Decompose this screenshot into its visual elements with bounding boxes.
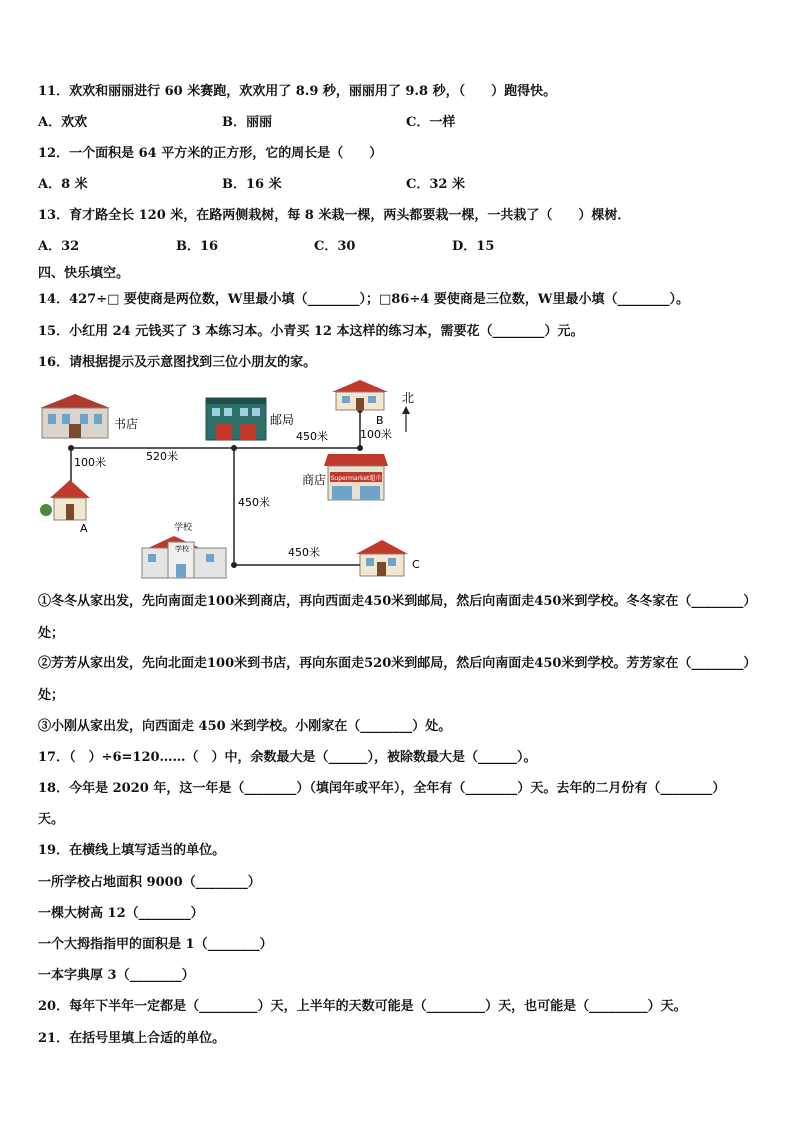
q16-sub3: ③小刚从家出发，向西面走 450 米到学校。小刚家在（________）处。 (38, 719, 452, 734)
q19-item: 一个大拇指指甲的面积是 1（________） (38, 937, 273, 952)
q11-option-c[interactable]: C．一样 (406, 115, 456, 130)
q18-text: 18．今年是 2020 年，这一年是（________）（填闰年或平年），全年有（________）天。去年的二月份有（________） (38, 781, 726, 796)
house-a-label: A (80, 522, 88, 535)
shop-label: 商店 (302, 473, 327, 487)
q12-option-b[interactable]: B．16 米 (222, 177, 282, 192)
q16-sub1: ①冬冬从家出发，先向南面走100米到商店，再向西面走450米到邮局，然后向南面走450米到学校。冬冬家在（________） (38, 594, 757, 609)
q16-sub2-end: 处； (38, 688, 65, 703)
distance-label: 520米 (146, 450, 178, 463)
section-heading: 四、快乐填空。 (38, 266, 130, 281)
q18-text-end: 天。 (38, 812, 65, 827)
q13-option-d[interactable]: D．15 (452, 239, 495, 254)
q11-text: 11．欢欢和丽丽进行 60 米赛跑，欢欢用了 8.9 秒，丽丽用了 9.8 秒，（ ）跑得快。 (38, 84, 557, 99)
distance-label: 450米 (296, 430, 328, 443)
q12-option-c[interactable]: C．32 米 (406, 177, 465, 192)
q16-sub2: ②芳芳从家出发，先向北面走100米到书店，再向东面走520米到邮局，然后向南面走450米到学校。芳芳家在（________） (38, 656, 757, 671)
house-c-icon (356, 540, 408, 576)
post-office-label: 邮局 (270, 413, 295, 427)
q12-option-a[interactable]: A．8 米 (38, 177, 88, 192)
q12-text: 12．一个面积是 64 平方米的正方形，它的周长是（ ） (38, 146, 383, 161)
post-office-building-icon (206, 398, 266, 440)
school-sign: 学校 (175, 545, 189, 553)
q16-text: 16．请根据提示及示意图找到三位小朋友的家。 (38, 355, 317, 370)
house-b-icon (332, 380, 388, 410)
distance-label: 100米 (74, 456, 106, 469)
q13-option-b[interactable]: B．16 (176, 239, 219, 254)
q11-option-b[interactable]: B．丽丽 (222, 115, 272, 130)
house-a-icon (40, 480, 90, 520)
q14-text: 14．427÷□ 要使商是两位数，W里最小填（________）；□86÷4 要使商是三位数，W里最小填（________）。 (38, 292, 689, 307)
north-arrow-icon (402, 406, 410, 432)
q19-text: 19．在横线上填写适当的单位。 (38, 843, 226, 858)
supermarket-sign: Supermarket超市 (330, 475, 382, 482)
house-b-label: B (376, 414, 384, 427)
q20-text: 20．每年下半年一定都是（_________）天，上半年的天数可能是（_________）天，也可能是（_________）天。 (38, 999, 687, 1014)
house-c-label: C (412, 558, 420, 571)
q19-item: 一所学校占地面积 9000（________） (38, 875, 261, 890)
distance-label: 450米 (288, 546, 320, 559)
north-label: 北 (402, 391, 415, 405)
map-diagram (38, 380, 538, 580)
q17-text: 17．（ ）÷6=120……（ ）中，余数最大是（______），被除数最大是（______）。 (38, 750, 537, 765)
school-label: 学校 (174, 523, 193, 533)
q11-option-a[interactable]: A．欢欢 (38, 115, 88, 130)
q13-option-c[interactable]: C．30 (314, 239, 356, 254)
bookstore-building-icon (40, 394, 110, 438)
q13-option-a[interactable]: A．32 (38, 239, 80, 254)
q21-text: 21．在括号里填上合适的单位。 (38, 1031, 226, 1046)
q16-sub1-end: 处； (38, 626, 65, 641)
distance-label: 100米 (360, 428, 392, 441)
q13-text: 13．育才路全长 120 米，在路两侧栽树，每 8 米栽一棵，两头都要栽一棵，一共栽了（ ）棵树． (38, 208, 631, 223)
distance-label: 450米 (238, 496, 270, 509)
q15-text: 15．小红用 24 元钱买了 3 本练习本。小青买 12 本这样的练习本，需要花（________）元。 (38, 324, 584, 339)
school-building-icon (142, 536, 226, 578)
q19-item: 一本字典厚 3（________） (38, 968, 195, 983)
bookstore-label: 书店 (114, 417, 139, 431)
q19-item: 一棵大树高 12（________） (38, 906, 204, 921)
